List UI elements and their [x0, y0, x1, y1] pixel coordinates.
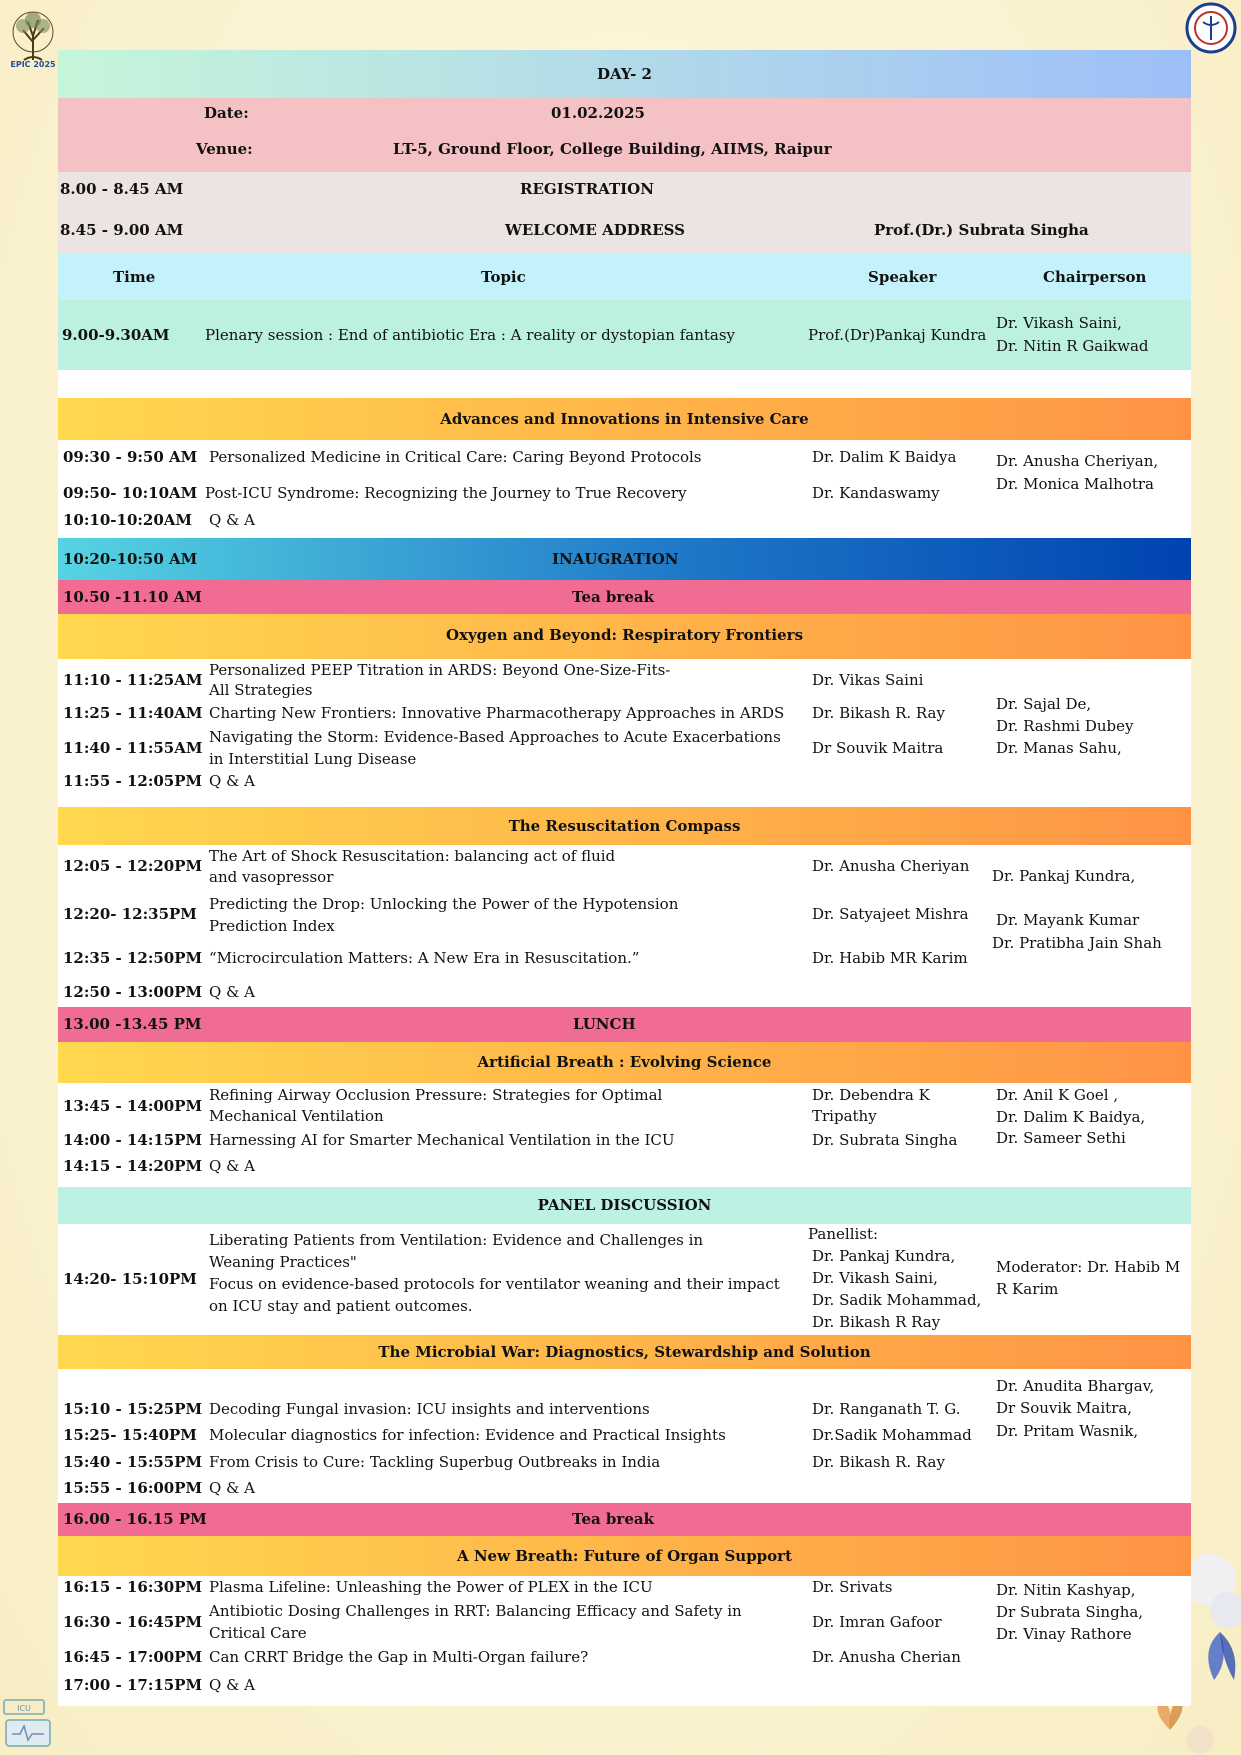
session-header [58, 1335, 1191, 1369]
registration-time: 8.00 - 8.45 AM [60, 180, 184, 198]
talk-speaker: Dr. Bikash R. Ray [812, 1453, 945, 1471]
session-title: A New Breath: Future of Organ Support [456, 1547, 793, 1565]
chair-name: Dr. Dalim K Baidya, [996, 1108, 1146, 1126]
talk-speaker: Dr. Satyajeet Mishra [812, 905, 969, 923]
welcome-title: WELCOME ADDRESS [505, 221, 685, 239]
talk-time: 16:15 - 16:30PM [63, 1578, 203, 1596]
talk-topic: in Interstitial Lung Disease [209, 750, 417, 768]
session-title: Advances and Innovations in Intensive Care [440, 410, 809, 428]
talk-speaker: Dr. Dalim K Baidya [812, 448, 957, 466]
talk-speaker: Dr.Sadik Mohammad [812, 1426, 972, 1444]
chair-name: Dr. Sameer Sethi [996, 1129, 1126, 1147]
day-banner [58, 50, 1191, 98]
lunch-bar [58, 1007, 1191, 1042]
talk-topic: Decoding Fungal invasion: ICU insights and interventions [209, 1400, 650, 1418]
logo-caption: EPIC 2025 [10, 60, 56, 69]
session-talks [58, 1083, 1191, 1187]
session-talks [58, 1576, 1191, 1706]
talk-time: 12:20- 12:35PM [63, 905, 197, 923]
plenary-row [58, 300, 1191, 370]
chair-name: Dr Souvik Maitra, [996, 1399, 1133, 1417]
panellist-name: Dr. Vikash Saini, [812, 1269, 938, 1287]
talk-time: 09:30 - 9:50 AM [63, 448, 198, 466]
talk-speaker: Dr. Debendra K [812, 1086, 930, 1104]
spacer [58, 370, 1191, 398]
programme-schedule [58, 50, 1191, 1706]
icu-bed-icon [0, 1690, 60, 1755]
talk-speaker: Dr. Ranganath T. G. [812, 1400, 961, 1418]
session-title: Oxygen and Beyond: Respiratory Frontiers [445, 626, 804, 644]
talk-time: 15:25- 15:40PM [63, 1426, 197, 1444]
panel-time: 14:20- 15:10PM [63, 1270, 197, 1288]
talk-speaker: Dr. Anusha Cherian [812, 1648, 961, 1666]
talk-time: 12:50 - 13:00PM [63, 983, 203, 1001]
tea-title: Tea break [572, 1510, 654, 1528]
institute-seal-icon [1185, 2, 1237, 54]
talk-time: 09:50- 10:10AM [63, 484, 198, 502]
talk-time: 14:00 - 14:15PM [63, 1131, 203, 1149]
talk-topic: Critical Care [209, 1624, 307, 1642]
talk-time: 11:10 - 11:25AM [63, 671, 203, 689]
session-talks [58, 845, 1191, 1007]
panellist-name: Dr. Bikash R Ray [812, 1313, 941, 1331]
day-title: DAY- 2 [597, 65, 652, 83]
talk-time: 12:35 - 12:50PM [63, 949, 203, 967]
tea-title: Tea break [572, 588, 654, 606]
panellist-name: Dr. Sadik Mohammad, [812, 1291, 982, 1309]
talk-topic: Navigating the Storm: Evidence-Based Approaches to Acute Exacerbations [209, 728, 781, 746]
talk-topic: The Art of Shock Resuscitation: balancing act of fluid [209, 847, 616, 865]
talk-time: 12:05 - 12:20PM [63, 857, 203, 875]
column-header-row [58, 254, 1191, 300]
chair-name: Dr. Mayank Kumar [996, 911, 1140, 929]
talk-topic: Personalized PEEP Titration in ARDS: Beyond One-Size-Fits- [209, 661, 671, 679]
plenary-topic: Plenary session : End of antibiotic Era : A reality or dystopian fantasy [205, 326, 735, 344]
talk-topic: All Strategies [209, 681, 313, 699]
plenary-chair-1: Dr. Vikash Saini, [996, 314, 1122, 332]
chair-name: Dr. Pritam Wasnik, [996, 1422, 1139, 1440]
date-venue-block [58, 98, 1191, 172]
date-value: 01.02.2025 [551, 104, 645, 122]
session-header [58, 1536, 1191, 1576]
venue-value: LT-5, Ground Floor, College Building, AIIMS, Raipur [393, 140, 832, 158]
session-header [58, 1042, 1191, 1083]
welcome-time: 8.45 - 9.00 AM [60, 221, 184, 239]
talk-speaker: Dr Souvik Maitra [812, 739, 944, 757]
talk-topic: Plasma Lifeline: Unleashing the Power of PLEX in the ICU [209, 1578, 653, 1596]
inauguration-time: 10:20-10:50 AM [63, 550, 198, 568]
col-chairperson: Chairperson [1043, 268, 1147, 286]
lunch-time: 13.00 -13.45 PM [63, 1015, 202, 1033]
venue-label: Venue: [196, 140, 253, 158]
talk-time: 13:45 - 14:00PM [63, 1097, 203, 1115]
talk-topic: From Crisis to Cure: Tackling Superbug Outbreaks in India [209, 1453, 661, 1471]
chair-name: Dr. Anusha Cheriyan, [996, 452, 1159, 470]
tea-break-bar [58, 580, 1191, 614]
plenary-speaker: Prof.(Dr)Pankaj Kundra [808, 326, 987, 344]
plenary-time: 9.00-9.30AM [62, 326, 170, 344]
talk-topic: Can CRRT Bridge the Gap in Multi-Organ failure? [209, 1648, 589, 1666]
panel-topic: Weaning Practices" [209, 1253, 357, 1271]
plenary-chair-2: Dr. Nitin R Gaikwad [996, 337, 1149, 355]
talk-time: 11:55 - 12:05PM [63, 772, 203, 790]
registration-title: REGISTRATION [520, 180, 654, 198]
talk-speaker: Tripathy [812, 1107, 877, 1125]
chair-name: Dr. Manas Sahu, [996, 739, 1122, 757]
icu-caption: ICU [17, 1704, 31, 1713]
opening-block [58, 172, 1191, 254]
moderator-name: Moderator: Dr. Habib M [996, 1258, 1181, 1276]
session-talks [58, 440, 1191, 538]
talk-speaker: Dr. Vikas Saini [812, 671, 924, 689]
chair-name: Dr. Sajal De, [996, 695, 1092, 713]
talk-speaker: Dr. Habib MR Karim [812, 949, 968, 967]
welcome-speaker: Prof.(Dr.) Subrata Singha [874, 221, 1089, 239]
talk-topic: “Microcirculation Matters: A New Era in Resuscitation.” [209, 949, 640, 967]
session-title: The Microbial War: Diagnostics, Stewardship and Solution [378, 1343, 871, 1361]
talk-speaker: Dr. Anusha Cheriyan [812, 857, 970, 875]
talk-topic: Q & A [209, 772, 256, 790]
session-header [58, 398, 1191, 440]
panellist-name: Dr. Pankaj Kundra, [812, 1247, 956, 1265]
col-topic: Topic [481, 268, 526, 286]
chair-name: Dr. Pratibha Jain Shah [992, 934, 1162, 952]
session-title: The Resuscitation Compass [508, 817, 741, 835]
chair-name: Dr. Rashmi Dubey [996, 717, 1134, 735]
talk-time: 16:30 - 16:45PM [63, 1613, 203, 1631]
panel-header [58, 1187, 1191, 1224]
tea-time: 10.50 -11.10 AM [63, 588, 202, 606]
talk-topic: Q & A [209, 1479, 256, 1497]
talk-time: 11:25 - 11:40AM [63, 704, 203, 722]
talk-time: 11:40 - 11:55AM [63, 739, 203, 757]
talk-topic: Harnessing AI for Smarter Mechanical Ventilation in the ICU [209, 1131, 675, 1149]
moderator-name: R Karim [996, 1280, 1059, 1298]
talk-time: 15:40 - 15:55PM [63, 1453, 203, 1471]
talk-topic: Q & A [209, 1157, 256, 1175]
chair-name: Dr. Vinay Rathore [996, 1625, 1132, 1643]
chair-name: Dr. Anil K Goel , [996, 1086, 1119, 1104]
talk-topic: Q & A [209, 1676, 256, 1694]
talk-speaker: Dr. Subrata Singha [812, 1131, 958, 1149]
session-header [58, 614, 1191, 659]
talk-time: 16:45 - 17:00PM [63, 1648, 203, 1666]
talk-time: 14:15 - 14:20PM [63, 1157, 203, 1175]
chair-name: Dr. Anudita Bhargav, [996, 1377, 1155, 1395]
session-header [58, 807, 1191, 845]
talk-topic: Refining Airway Occlusion Pressure: Strategies for Optimal [209, 1086, 663, 1104]
session-talks [58, 1369, 1191, 1503]
session-title: Artificial Breath : Evolving Science [477, 1053, 772, 1071]
tea-break-bar [58, 1503, 1191, 1536]
talk-topic: and vasopressor [209, 868, 334, 886]
col-time: Time [113, 268, 156, 286]
talk-time: 10:10-10:20AM [63, 511, 193, 529]
chair-name: Dr Subrata Singha, [996, 1603, 1144, 1621]
panellist-label: Panellist: [808, 1225, 879, 1243]
panel-topic: Liberating Patients from Ventilation: Evidence and Challenges in [209, 1231, 704, 1249]
talk-topic: Personalized Medicine in Critical Care: Caring Beyond Protocols [209, 448, 702, 466]
date-label: Date: [204, 104, 249, 122]
talk-topic: Post-ICU Syndrome: Recognizing the Journey to True Recovery [205, 484, 687, 502]
talk-topic: Prediction Index [209, 917, 335, 935]
talk-time: 15:10 - 15:25PM [63, 1400, 203, 1418]
talk-topic: Antibiotic Dosing Challenges in RRT: Balancing Efficacy and Safety in [209, 1602, 742, 1620]
session-talks [58, 659, 1191, 807]
inauguration-bar [58, 538, 1191, 580]
talk-speaker: Dr. Srivats [812, 1578, 893, 1596]
talk-time: 15:55 - 16:00PM [63, 1479, 203, 1497]
inauguration-title: INAUGRATION [552, 550, 679, 568]
panel-row [58, 1224, 1191, 1335]
chair-name: Dr. Monica Malhotra [996, 475, 1154, 493]
chair-name: Dr. Pankaj Kundra, [992, 867, 1136, 885]
talk-topic: Q & A [209, 511, 256, 529]
col-speaker: Speaker [868, 268, 937, 286]
talk-topic: Charting New Frontiers: Innovative Pharmacotherapy Approaches in ARDS [209, 704, 785, 722]
panel-topic: Focus on evidence-based protocols for ventilator weaning and their impact [209, 1275, 780, 1293]
panel-topic: on ICU stay and patient outcomes. [209, 1297, 473, 1315]
talk-topic: Predicting the Drop: Unlocking the Power of the Hypotension [209, 895, 679, 913]
talk-speaker: Dr. Bikash R. Ray [812, 704, 945, 722]
panel-title: PANEL DISCUSSION [537, 1196, 712, 1214]
talk-speaker: Dr. Kandaswamy [812, 484, 940, 502]
talk-speaker: Dr. Imran Gafoor [812, 1613, 942, 1631]
talk-topic: Mechanical Ventilation [209, 1107, 384, 1125]
lunch-title: LUNCH [573, 1015, 636, 1033]
talk-time: 17:00 - 17:15PM [63, 1676, 203, 1694]
talk-topic: Molecular diagnostics for infection: Evidence and Practical Insights [209, 1426, 726, 1444]
tea-time: 16.00 - 16.15 PM [63, 1510, 207, 1528]
talk-topic: Q & A [209, 983, 256, 1001]
chair-name: Dr. Nitin Kashyap, [996, 1581, 1136, 1599]
